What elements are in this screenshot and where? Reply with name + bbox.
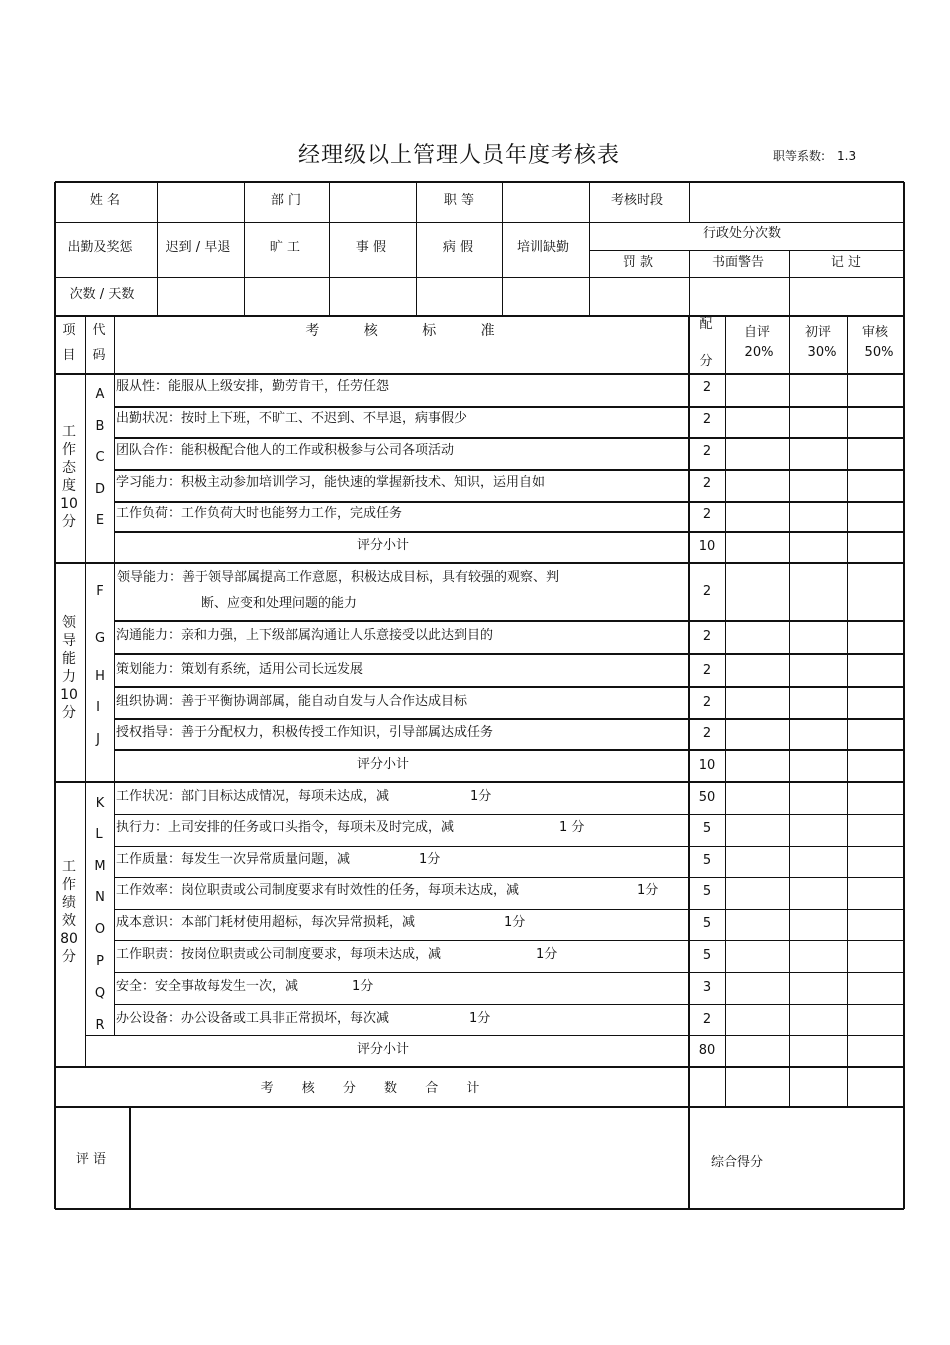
rank-input[interactable] [503, 183, 588, 221]
grid-line [114, 406, 904, 408]
grid-line [85, 316, 86, 1067]
row-code: D [94, 482, 106, 497]
grid-line [114, 686, 904, 688]
row-criterion: 服从性：能服从上级安排，勤劳肯干，任劳任怨 [116, 379, 390, 394]
grid-line [589, 250, 904, 251]
row-code: H [95, 669, 105, 684]
subtotal-value: 80 [698, 1043, 716, 1058]
grid-line [114, 531, 904, 533]
grid-line [114, 620, 904, 622]
row-code: Q [94, 986, 106, 1001]
grid-line [55, 1066, 904, 1068]
grid-line [416, 182, 417, 316]
grid-line [847, 316, 848, 1107]
row-deduction: 1分 [504, 915, 526, 930]
grid-line [55, 222, 904, 223]
row-points: 5 [702, 853, 712, 868]
row-criterion: 策划能力：策划有系统，适用公司长远发展 [116, 662, 364, 677]
label-training-absence: 培训缺勤 [516, 240, 570, 255]
grid-line [114, 814, 904, 815]
section-label-performance: 工作绩效80分 [60, 859, 78, 965]
grid-line [114, 909, 904, 910]
final-score-input[interactable] [790, 1109, 903, 1209]
subtotal-label: 评分小计 [356, 757, 410, 772]
label-warning: 书面警告 [711, 255, 765, 270]
grid-line [85, 1035, 904, 1036]
grid-line [114, 653, 904, 655]
row-code: G [94, 631, 106, 646]
row-deduction: 1分 [352, 979, 374, 994]
label-period: 考核时段 [610, 193, 664, 208]
grid-line [55, 373, 904, 375]
label-dept: 部 门 [270, 193, 302, 208]
row-code: F [96, 584, 104, 599]
grid-line [55, 315, 904, 317]
row-code: I [96, 700, 100, 715]
coefficient-label: 职等系数: [773, 149, 826, 163]
row-criterion: 办公设备：办公设备或工具非正常损坏，每次减 [116, 1011, 390, 1026]
row-criterion: 安全：安全事故每发生一次，减 [116, 979, 299, 994]
row-criterion: 学习能力：积极主动参加培训学习，能快速的掌握新技术、知识，运用自如 [116, 475, 546, 490]
row-points: 2 [702, 1012, 712, 1027]
row-criterion: 成本意识：本部门耗材使用超标，每次异常损耗，减 [116, 915, 416, 930]
col-first-pct: 30% [807, 345, 837, 360]
col-criteria: 考 核 标 准 [305, 323, 515, 339]
row-code: R [95, 1018, 105, 1033]
row-points: 2 [702, 726, 712, 741]
row-deduction: 1 分 [559, 820, 585, 835]
grid-line [114, 940, 904, 941]
row-code: O [94, 922, 106, 937]
grid-line [114, 877, 904, 878]
total-label: 考 核 分 数 合 计 [260, 1081, 492, 1096]
label-personal-leave: 事 假 [355, 240, 387, 255]
grid-line [244, 182, 245, 222]
row-points: 5 [702, 884, 712, 899]
page-title: 经理级以上管理人员年度考核表 [298, 143, 621, 168]
grid-line [114, 1004, 904, 1005]
row-deduction: 1分 [536, 947, 558, 962]
grid-line [114, 749, 904, 751]
row-deduction: 1分 [637, 883, 659, 898]
label-sick-leave: 病 假 [442, 240, 474, 255]
grid-line [114, 972, 904, 973]
col-item-top: 项 [62, 323, 76, 338]
row-code: M [94, 859, 106, 874]
section-label-leadership: 领导能力10分 [60, 615, 78, 721]
period-input[interactable] [690, 183, 903, 221]
row-code: E [95, 513, 105, 528]
row-deduction: 1分 [470, 789, 492, 804]
row-points: 3 [702, 980, 712, 995]
row-code: A [95, 387, 105, 402]
grid-line [55, 277, 904, 278]
label-fine: 罚 款 [622, 255, 654, 270]
grid-line [589, 182, 590, 316]
row-code: K [95, 796, 105, 811]
col-self-pct: 20% [744, 345, 774, 360]
row-points: 2 [702, 663, 712, 678]
row-points: 2 [702, 584, 712, 599]
row-points: 2 [702, 507, 712, 522]
label-name: 姓 名 [89, 193, 121, 208]
row-criterion: 授权指导：善于分配权力，积极传授工作知识，引导部属达成任务 [116, 725, 494, 740]
row-points: 2 [702, 629, 712, 644]
comment-label: 评 语 [75, 1152, 107, 1167]
col-code-top: 代 [92, 323, 106, 338]
label-admin-penalty: 行政处分次数 [702, 226, 782, 241]
row-code: N [95, 890, 105, 905]
row-points: 50 [698, 790, 716, 805]
grid-line [55, 1106, 904, 1108]
grid-line [55, 562, 85, 564]
label-count-days: 次数 / 天数 [69, 287, 135, 302]
row-criterion: 工作负荷：工作负荷大时也能努力工作，完成任务 [116, 506, 403, 521]
subtotal-label: 评分小计 [356, 538, 410, 553]
label-absent: 旷 工 [269, 240, 301, 255]
grid-line [789, 316, 790, 1107]
row-points: 5 [702, 916, 712, 931]
grid-line [114, 316, 115, 1035]
row-points: 5 [702, 821, 712, 836]
row-points: 2 [702, 695, 712, 710]
row-code: L [95, 827, 103, 842]
grid-line [114, 846, 904, 847]
row-code: B [95, 419, 105, 434]
subtotal-value: 10 [698, 539, 716, 554]
grid-line [689, 250, 690, 316]
grid-line [114, 501, 904, 503]
row-criterion: 沟通能力：亲和力强，上下级部属沟通让人乐意接受以此达到目的 [116, 628, 494, 643]
final-score-label: 综合得分 [710, 1155, 764, 1170]
label-late: 迟到 / 早退 [165, 240, 231, 255]
section-label-attitude: 工作态度10分 [60, 424, 78, 530]
row-points: 2 [702, 476, 712, 491]
row-criterion: 组织协调：善于平衡协调部属，能自动自发与人合作达成目标 [116, 694, 468, 709]
row-points: 2 [702, 380, 712, 395]
col-first: 初评 [804, 325, 832, 340]
grid-line [903, 182, 905, 1209]
grid-line [244, 222, 245, 316]
row-points: 2 [702, 412, 712, 427]
grid-line [85, 562, 904, 564]
col-self: 自评 [743, 325, 771, 340]
row-criterion-cont: 断、应变和处理问题的能力 [201, 596, 358, 611]
row-points: 2 [702, 444, 712, 459]
row-criterion: 团队合作：能积极配合他人的工作或积极参与公司各项活动 [116, 443, 455, 458]
row-points: 5 [702, 948, 712, 963]
label-demerit: 记 过 [830, 255, 862, 270]
grid-line [688, 316, 690, 1209]
label-rank: 职 等 [443, 193, 475, 208]
comment-input[interactable] [131, 1109, 688, 1209]
col-item-bottom: 目 [62, 348, 76, 363]
dept-input[interactable] [330, 183, 415, 221]
row-criterion: 工作质量：每发生一次异常质量问题，减 [116, 852, 351, 867]
name-input[interactable] [158, 183, 243, 221]
col-points-top: 配 [699, 317, 713, 332]
row-criterion: 工作状况：部门目标达成情况，每项未达成，减 [116, 789, 390, 804]
label-attendance: 出勤及奖惩 [67, 240, 133, 255]
row-criterion: 领导能力：善于领导部属提高工作意愿，积极达成目标，具有较强的观察、判 [117, 570, 560, 585]
row-deduction: 1分 [419, 852, 441, 867]
row-criterion: 出勤状况：按时上下班，不旷工、不迟到、不早退，病事假少 [116, 411, 468, 426]
grid-line [54, 182, 56, 1209]
grid-line [114, 437, 904, 439]
coefficient-value: 1.3 [837, 149, 857, 163]
row-code: P [96, 954, 104, 969]
col-review: 审核 [861, 325, 889, 340]
grid-line [725, 316, 726, 1107]
row-criterion: 执行力：上司安排的任务或口头指令，每项未及时完成，减 [116, 820, 455, 835]
row-criterion: 工作职责：按岗位职责或公司制度要求，每项未达成，减 [116, 947, 442, 962]
col-points-bottom: 分 [699, 354, 713, 369]
row-criterion: 工作效率：岗位职责或公司制度要求有时效性的任务，每项未达成，减 [116, 883, 520, 898]
row-code: C [95, 450, 105, 465]
grid-line [789, 250, 790, 316]
subtotal-label: 评分小计 [356, 1042, 410, 1057]
grid-line [55, 781, 85, 783]
grid-line [114, 718, 904, 720]
col-code-bottom: 码 [92, 348, 106, 363]
grid-line [85, 781, 904, 783]
subtotal-value: 10 [698, 758, 716, 773]
coefficient [773, 147, 856, 164]
grid-line [114, 469, 904, 471]
row-code: J [96, 732, 100, 747]
row-deduction: 1分 [469, 1011, 491, 1026]
col-review-pct: 50% [864, 345, 894, 360]
